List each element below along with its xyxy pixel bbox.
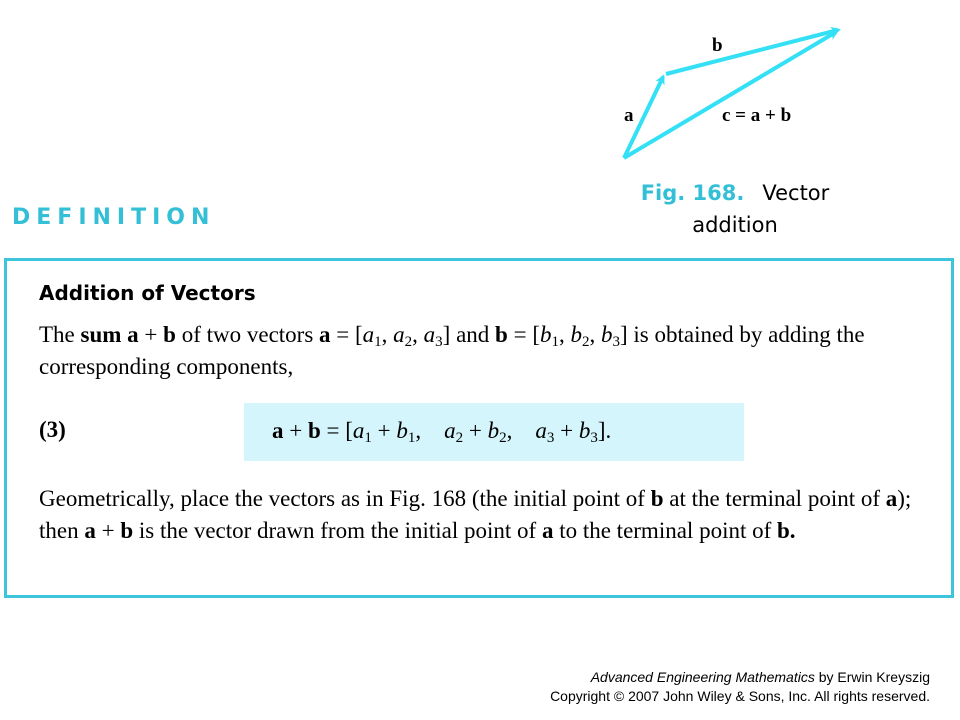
definition-box: [4, 258, 954, 598]
vector-b-arrow: [666, 30, 838, 74]
copyright-notice: [550, 668, 930, 706]
label-b: b: [712, 35, 723, 56]
equation: $a + b = [a_1 + b_1$, $a_2 + b_2$, $a_3 + b_3$].: [272, 418, 612, 446]
vector-addition-figure: [600, 20, 860, 180]
figure-caption: [620, 177, 850, 241]
geometric-interpretation: Geometrically, place the vectors as in Fig. 168 (the initial point of b at the terminal point of a); then a + b is the vector drawn from the initial point of a to the terminal point of b.: [39, 486, 912, 543]
copyright-book-line: [550, 668, 930, 687]
copyright-rights-line: Copyright © 2007 John Wiley & Sons, Inc. All rights reserved.: [550, 688, 930, 704]
definition-heading: DEFINITION: [12, 205, 216, 230]
book-title: Advanced Engineering Mathematics: [590, 669, 815, 685]
figure-caption-text: Vector addition: [692, 181, 830, 237]
book-author: by Erwin Kreyszig: [818, 669, 930, 685]
label-a: a: [624, 105, 634, 126]
definition-statement: The sum a + b of two vectors $a = [a_1$, $a_2$, $a_3$] and $b = [b_1$, $b_2$, $b_3$] is obtained by adding the corresponding components,: [39, 322, 865, 379]
figure-number: Fig. 168.: [640, 181, 745, 205]
label-c-equals-a-plus-b: c = a + b: [722, 105, 792, 126]
definition-title: Addition of Vectors: [39, 281, 256, 305]
equation-number: (3): [39, 417, 66, 442]
